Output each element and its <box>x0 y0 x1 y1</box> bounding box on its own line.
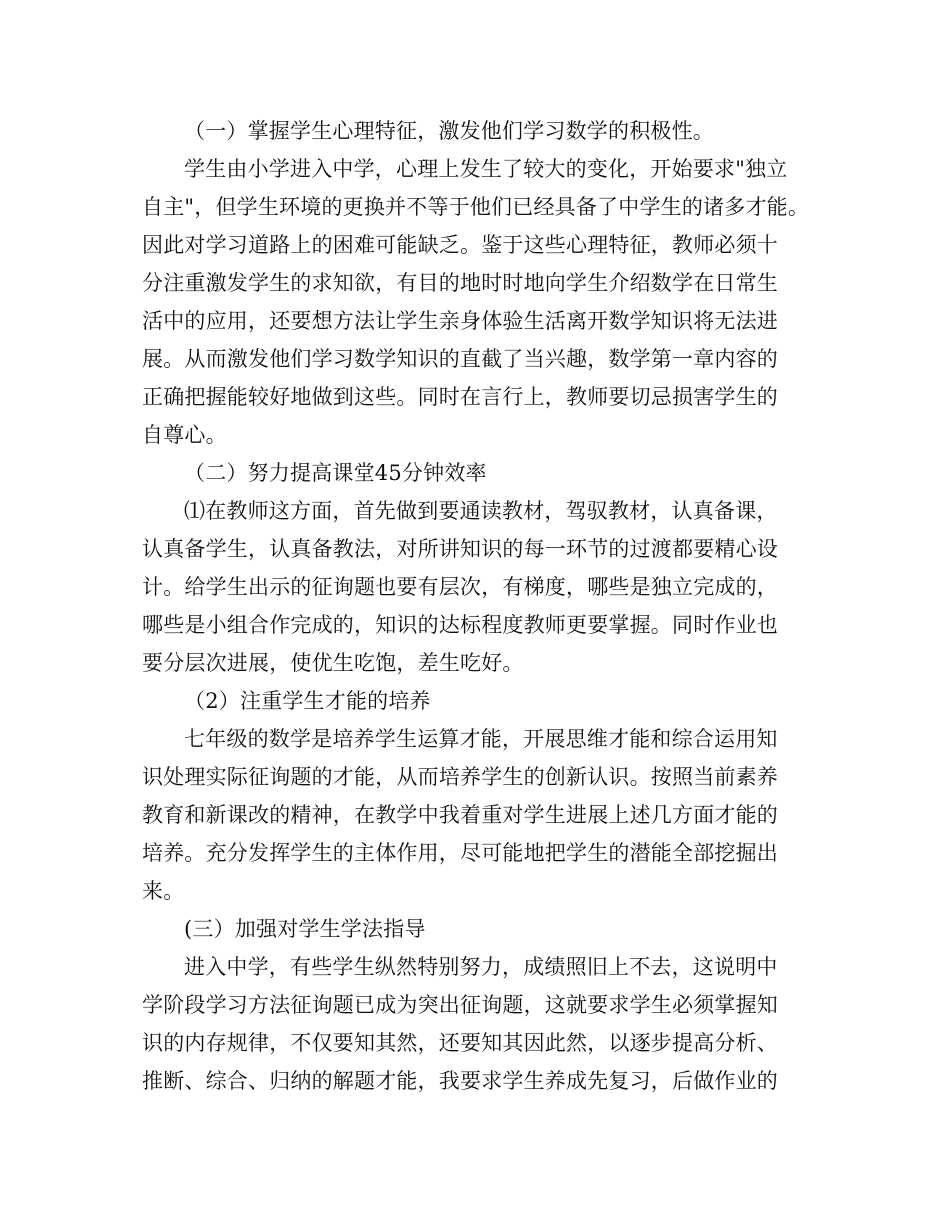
text-line: 认真备学生，认真备教法，对所讲知识的每一环节的过渡都要精心设 <box>142 537 778 561</box>
document-body <box>142 112 822 1100</box>
text-line: 展。从而激发他们学习数学知识的直截了当兴趣，数学第一章内容的 <box>142 347 778 371</box>
text-line: (三）加强对学生学法指导 <box>184 917 426 941</box>
text-line: 自尊心。 <box>142 423 227 447</box>
text-line: 自主"，但学生环境的更换并不等于他们已经具备了中学生的诸多才能。 <box>142 195 810 219</box>
text-line: （一）掌握学生心理特征，激发他们学习数学的积极性。 <box>184 119 714 143</box>
text-line: 要分层次进展，使优生吃饱，差生吃好。 <box>142 651 524 675</box>
text-line: 因此对学习道路上的困难可能缺乏。鉴于这些心理特征，教师必须十 <box>142 233 778 257</box>
text-line: 计。给学生出示的征询题也要有层次，有梯度，哪些是独立完成的， <box>142 575 778 599</box>
text-line: ⑴在教师这方面，首先做到要通读教材，驾驭教材，认真备课， <box>184 499 778 523</box>
text-line: 识处理实际征询题的才能，从而培养学生的创新认识。按照当前素养 <box>142 765 778 789</box>
text-line: 推断、综合、归纳的解题才能，我要求学生养成先复习，后做作业的 <box>142 1069 778 1093</box>
subsection-heading-2 <box>142 682 822 720</box>
text-line: 学生由小学进入中学，心理上发生了较大的变化，开始要求"独立 <box>184 157 788 181</box>
text-line: （二）努力提高课堂45分钟效率 <box>184 461 487 485</box>
text-line: 正确把握能较好地做到这些。同时在言行上，教师要切忌损害学生的 <box>142 385 778 409</box>
text-line: 分注重激发学生的求知欲，有目的地时时地向学生介绍数学在日常生 <box>142 271 778 295</box>
text-line: 七年级的数学是培养学生运算才能，开展思维才能和综合运用知 <box>184 727 778 751</box>
section-heading-2 <box>142 454 822 492</box>
section-heading-3 <box>142 910 822 948</box>
text-line: 来。 <box>142 879 185 903</box>
text-line: 教育和新课改的精神，在教学中我着重对学生进展上述几方面才能的 <box>142 803 778 827</box>
paragraph-3 <box>142 720 822 910</box>
text-line: 学阶段学习方法征询题已成为突出征询题，这就要求学生必须掌握知 <box>142 993 778 1017</box>
text-line: 活中的应用，还要想方法让学生亲身体验生活离开数学知识将无法进 <box>142 309 778 333</box>
paragraph-2 <box>142 492 822 682</box>
text-line: 识的内存规律，不仅要知其然，还要知其因此然，以逐步提高分析、 <box>142 1031 778 1055</box>
paragraph-1 <box>142 150 822 454</box>
text-line: 哪些是小组合作完成的，知识的达标程度教师更要掌握。同时作业也 <box>142 613 778 637</box>
text-line: 进入中学，有些学生纵然特别努力，成绩照旧上不去，这说明中 <box>184 955 778 979</box>
text-line: （2）注重学生才能的培养 <box>184 689 431 713</box>
text-line: 培养。充分发挥学生的主体作用，尽可能地把学生的潜能全部挖掘出 <box>142 841 778 865</box>
paragraph-4 <box>142 948 822 1100</box>
section-heading-1 <box>142 112 822 150</box>
